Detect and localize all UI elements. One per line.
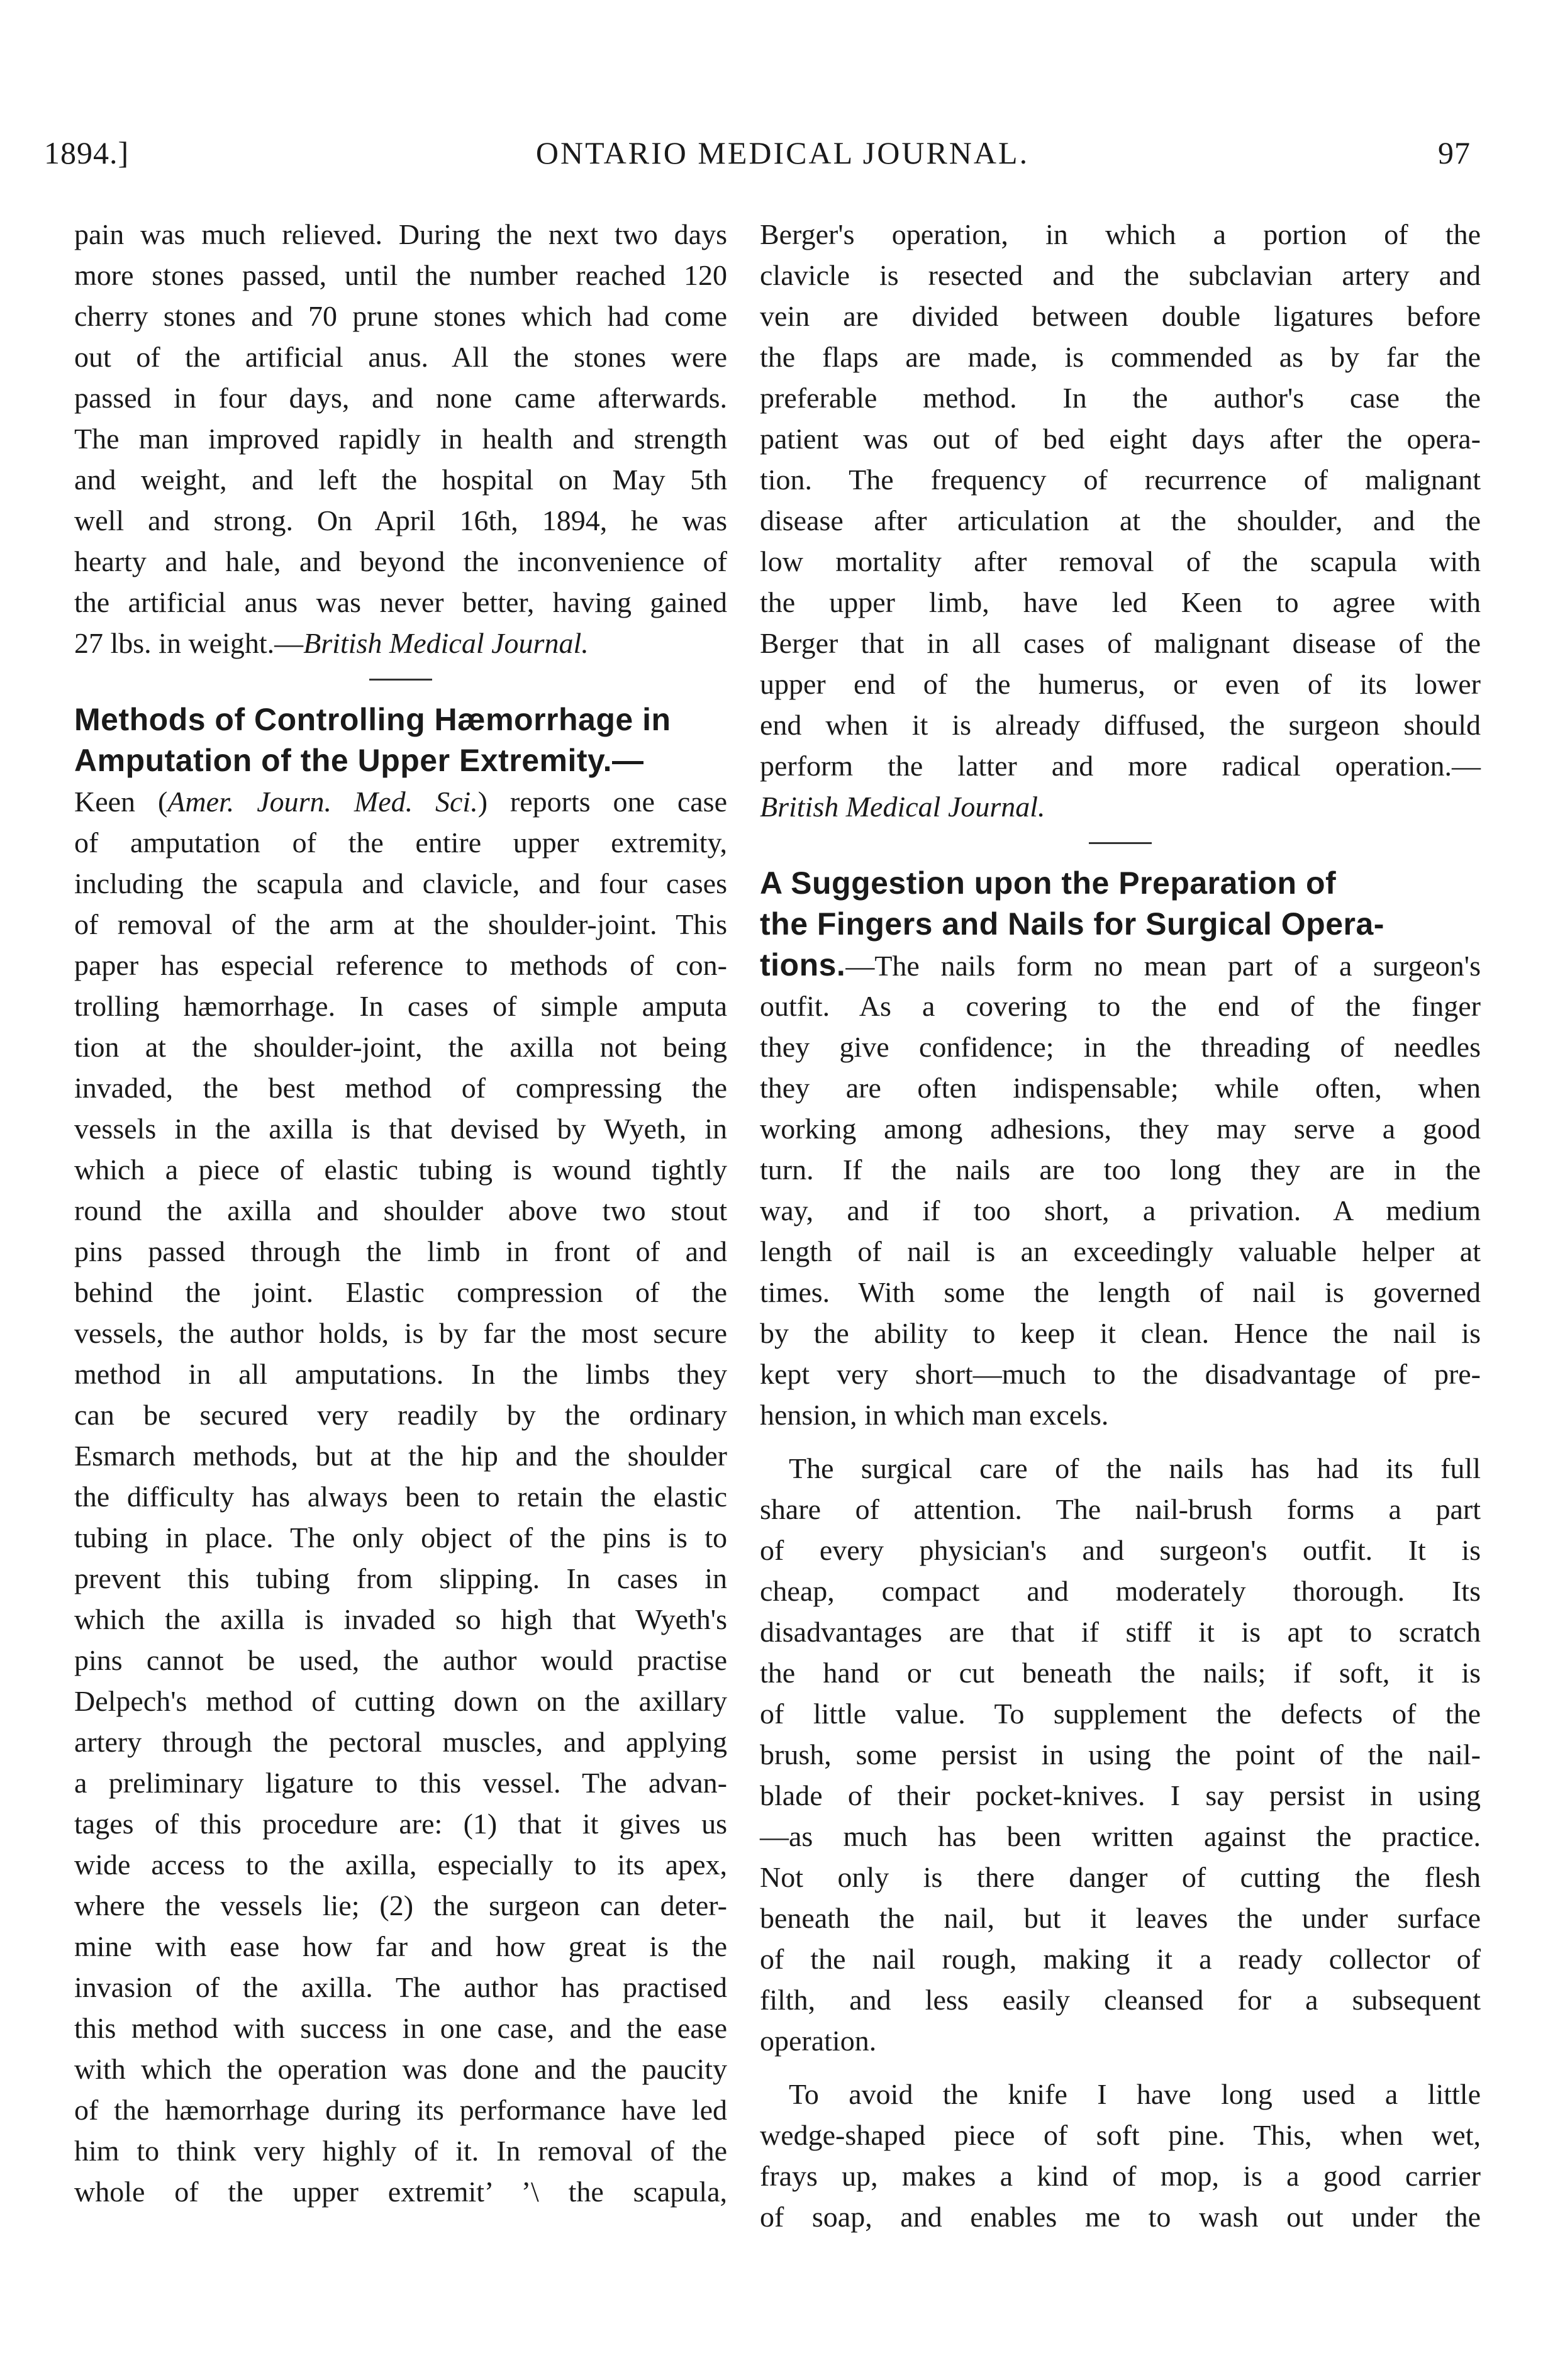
- text-line: The surgical care of the nails has had its full: [789, 1452, 1481, 1484]
- text-line: The man improved rapidly in health and strength: [74, 423, 727, 455]
- text-line: turn. If the nails are too long they are in the: [760, 1154, 1481, 1186]
- text-line: the artificial anus was never better, having gained: [74, 586, 727, 618]
- text-line: pins cannot be used, the author would practise: [74, 1644, 727, 1676]
- text-line: disadvantages are that if stiff it is apt to scratch: [760, 1616, 1481, 1648]
- text-line: including the scapula and clavicle, and four cases: [74, 867, 727, 899]
- citation-text: British Medical Journal.: [303, 627, 589, 659]
- section-divider: [760, 827, 1481, 863]
- text-line: hension, in which man excels.: [760, 1399, 1109, 1431]
- text-line: artery through the pectoral muscles, and applying: [74, 1726, 727, 1758]
- paragraph: [760, 863, 1481, 1435]
- text-line: pins passed through the limb in front of and: [74, 1235, 727, 1267]
- text-line: [760, 786, 1481, 827]
- text-line: wedge-shaped piece of soft pine. This, when wet,: [760, 2119, 1481, 2151]
- heading-line: [760, 904, 1481, 945]
- text-line: Berger's operation, in which a portion of the: [760, 218, 1481, 250]
- text-line: times. With some the length of nail is governed: [760, 1276, 1481, 1308]
- text-line: —as much has been written against the practice.: [760, 1820, 1481, 1852]
- text-line: of the hæmorrhage during its performance have led: [74, 2094, 727, 2126]
- citation-text: British Medical Journal.: [760, 791, 1045, 823]
- text-line: Berger that in all cases of malignant disease of the: [760, 627, 1481, 659]
- heading-text: Amputation of the Upper Extremity.—: [74, 743, 644, 778]
- heading-text: A Suggestion upon the Preparation of: [760, 865, 1337, 901]
- text-line: wide access to the axilla, especially to its apex,: [74, 1849, 727, 1881]
- text-line: pain was much relieved. During the next two days: [74, 218, 727, 250]
- text-line: the hand or cut beneath the nails; if soft, it is: [760, 1657, 1481, 1689]
- paragraph: [74, 699, 727, 2212]
- text-line: of soap, and enables me to wash out under the: [760, 2201, 1481, 2233]
- paragraph-gap: [760, 2061, 1481, 2074]
- text-line: outfit. As a covering to the end of the finger: [760, 990, 1481, 1022]
- text-line: they give confidence; in the threading of needles: [760, 1031, 1481, 1063]
- text-line: more stones passed, until the number reached 120: [74, 259, 727, 291]
- heading-line: [74, 699, 727, 740]
- text-line: beneath the nail, but it leaves the under surface: [760, 1902, 1481, 1934]
- text-line: Esmarch methods, but at the hip and the shoulder: [74, 1440, 727, 1472]
- text-line: vessels in the axilla is that devised by Wyeth, in: [74, 1113, 727, 1145]
- text-line: of the nail rough, making it a ready collector of: [760, 1943, 1481, 1975]
- text-line: passed in four days, and none came afterwards.: [74, 382, 727, 414]
- text-line: of little value. To supplement the defects of the: [760, 1698, 1481, 1730]
- text-line: the upper limb, have led Keen to agree with: [760, 586, 1481, 618]
- text-line: vessels, the author holds, is by far the most secure: [74, 1317, 727, 1349]
- text-line: clavicle is resected and the subclavian artery and: [760, 259, 1481, 291]
- text-line: patient was out of bed eight days after the opera-: [760, 423, 1481, 455]
- heading-text: tions.: [760, 947, 846, 982]
- text-line: whole of the upper extremit’ ’\ the scapula,: [74, 2176, 727, 2208]
- text-line: filth, and less easily cleansed for a subsequent: [760, 1984, 1481, 2016]
- text-line: tion at the shoulder-joint, the axilla not being: [74, 1031, 727, 1063]
- text-line: by the ability to keep it clean. Hence the nail is: [760, 1317, 1481, 1349]
- text-line: mine with ease how far and how great is the: [74, 1930, 727, 1962]
- text-line: of every physician's and surgeon's outfit. It is: [760, 1534, 1481, 1566]
- text-line: can be secured very readily by the ordinary: [74, 1399, 727, 1431]
- text-segment: ) reports one case: [477, 786, 728, 818]
- text-line: invasion of the axilla. The author has practised: [74, 1971, 727, 2003]
- text-line: where the vessels lie; (2) the surgeon can deter-: [74, 1889, 727, 1921]
- text-line: preferable method. In the author's case the: [760, 382, 1481, 414]
- text-line: well and strong. On April 16th, 1894, he was: [74, 504, 727, 537]
- text-line: tubing in place. The only object of the pins is to: [74, 1521, 727, 1554]
- text-line: Delpech's method of cutting down on the axillary: [74, 1685, 727, 1717]
- text-line: blade of their pocket-knives. I say persist in using: [760, 1779, 1481, 1811]
- text-line: length of nail is an exceedingly valuable helper at: [760, 1235, 1481, 1267]
- right-column: [760, 214, 1481, 2237]
- text-line: way, and if too short, a privation. A medium: [760, 1194, 1481, 1226]
- page-number: 97: [1438, 135, 1471, 170]
- paragraph: [760, 214, 1481, 827]
- text-line: method in all amputations. In the limbs they: [74, 1358, 727, 1390]
- text-line: disease after articulation at the shoulder, and the: [760, 504, 1481, 537]
- left-column: [74, 214, 727, 2212]
- text-line: with which the operation was done and the paucity: [74, 2053, 727, 2085]
- text-line: vein are divided between double ligatures before: [760, 300, 1481, 332]
- text-line: end when it is already diffused, the surgeon should: [760, 709, 1481, 741]
- text-line: [74, 623, 727, 664]
- citation-text: Amer. Journ. Med. Sci.: [167, 786, 478, 818]
- text-line: they are often indispensable; while often, when: [760, 1072, 1481, 1104]
- text-line: brush, some persist in using the point of the nail-: [760, 1738, 1481, 1771]
- text-line: of amputation of the entire upper extremity,: [74, 826, 727, 859]
- text-line: paper has especial reference to methods of con-: [74, 949, 727, 981]
- heading-text: the Fingers and Nails for Surgical Opera-: [760, 906, 1384, 942]
- text-line: To avoid the knife I have long used a little: [789, 2078, 1481, 2110]
- text-line: round the axilla and shoulder above two stout: [74, 1194, 727, 1226]
- paragraph: [760, 1448, 1481, 2061]
- text-line: [74, 781, 727, 822]
- text-segment: Keen (: [74, 786, 168, 818]
- heading-text: Methods of Controlling Hæmorrhage in: [74, 702, 671, 737]
- text-line: working among adhesions, they may serve a good: [760, 1113, 1481, 1145]
- text-line: behind the joint. Elastic compression of the: [74, 1276, 727, 1308]
- text-line: out of the artificial anus. All the stones were: [74, 341, 727, 373]
- text-line: the difficulty has always been to retain the elastic: [74, 1481, 727, 1513]
- text-line: cheap, compact and moderately thorough. Its: [760, 1575, 1481, 1607]
- text-line: which the axilla is invaded so high that Wyeth's: [74, 1603, 727, 1635]
- year-marker: 1894.]: [44, 135, 130, 170]
- text-line: prevent this tubing from slipping. In cases in: [74, 1562, 727, 1594]
- section-divider: [74, 664, 727, 699]
- heading-line: [760, 863, 1481, 904]
- text-line: trolling hæmorrhage. In cases of simple amputa: [74, 990, 727, 1022]
- text-line: frays up, makes a kind of mop, is a good carrier: [760, 2160, 1481, 2192]
- text-line: which a piece of elastic tubing is wound tightly: [74, 1154, 727, 1186]
- text-segment: —The nails form no mean part of a surgeon's: [845, 950, 1481, 982]
- text-line: of removal of the arm at the shoulder-joint. This: [74, 908, 727, 940]
- heading-line: [760, 945, 1481, 986]
- text-line: him to think very highly of it. In removal of the: [74, 2135, 727, 2167]
- journal-title: ONTARIO MEDICAL JOURNAL.: [535, 135, 1030, 170]
- text-line: cherry stones and 70 prune stones which had come: [74, 300, 727, 332]
- heading-line: [74, 740, 727, 781]
- text-line: the flaps are made, is commended as by far the: [760, 341, 1481, 373]
- text-line: and weight, and left the hospital on May 5th: [74, 464, 727, 496]
- paragraph: [760, 2074, 1481, 2237]
- text-line: tages of this procedure are: (1) that it gives us: [74, 1808, 727, 1840]
- text-line: hearty and hale, and beyond the inconvenience of: [74, 545, 727, 577]
- text-line: kept very short—much to the disadvantage of pre-: [760, 1358, 1481, 1390]
- paragraph-gap: [760, 1435, 1481, 1448]
- paragraph: [74, 214, 727, 664]
- text-line: a preliminary ligature to this vessel. The advan-: [74, 1767, 727, 1799]
- text-line: tion. The frequency of recurrence of malignant: [760, 464, 1481, 496]
- text-line: perform the latter and more radical operation.—: [760, 750, 1481, 782]
- text-line: this method with success in one case, and the ease: [74, 2012, 727, 2044]
- text-line: upper end of the humerus, or even of its lower: [760, 668, 1481, 700]
- text-line: share of attention. The nail-brush forms a part: [760, 1493, 1481, 1525]
- text-segment: 27 lbs. in weight.—: [74, 627, 304, 659]
- text-line: operation.: [760, 2025, 877, 2057]
- text-line: invaded, the best method of compressing the: [74, 1072, 727, 1104]
- text-line: low mortality after removal of the scapula with: [760, 545, 1481, 577]
- text-line: Not only is there danger of cutting the flesh: [760, 1861, 1481, 1893]
